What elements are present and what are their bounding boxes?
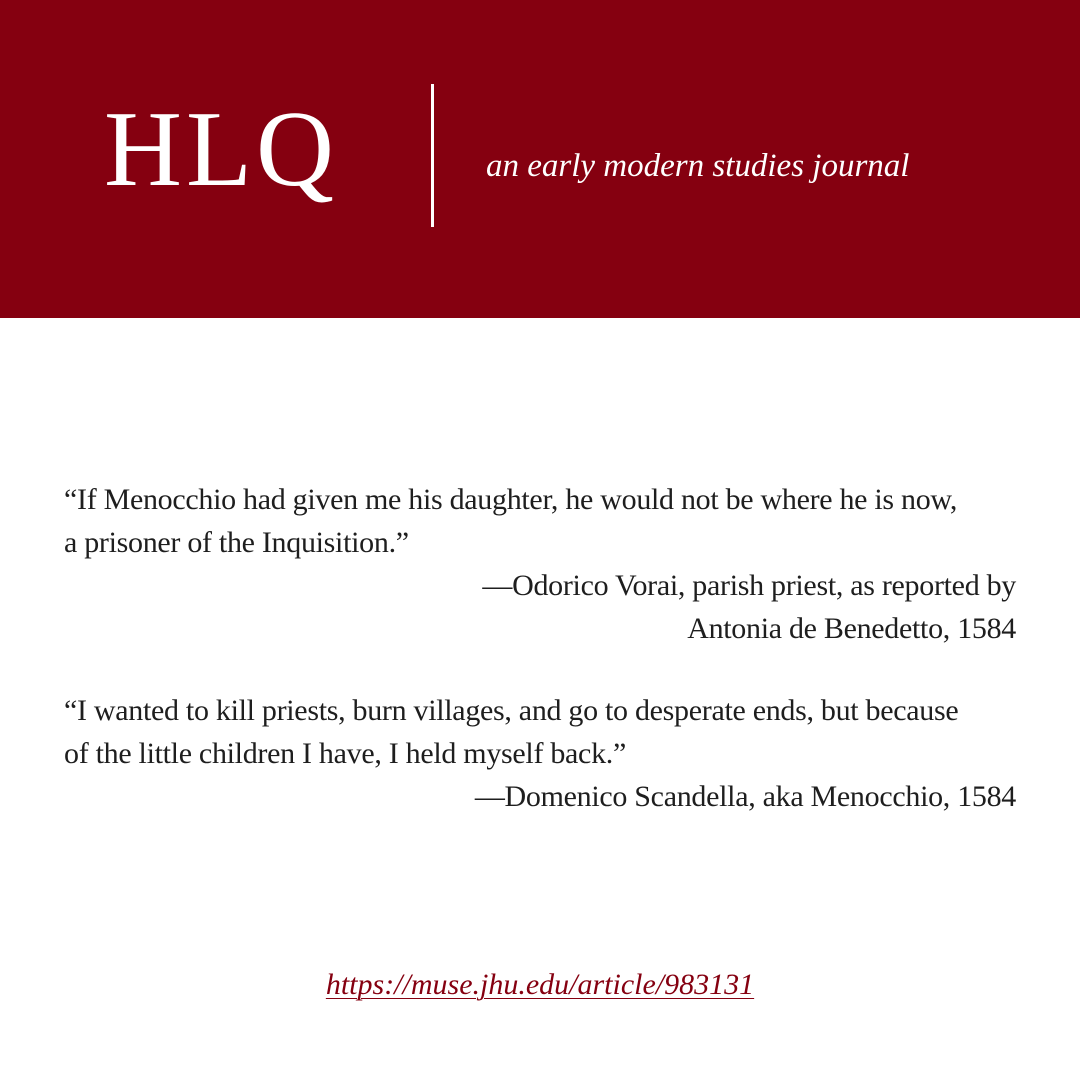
attribution-line: —Domenico Scandella, aka Menocchio, 1584 <box>474 780 1016 813</box>
header-banner <box>0 0 1080 318</box>
attribution-line: —Odorico Vorai, parish priest, as reported by <box>482 569 1016 602</box>
quote-block-vorai <box>64 478 1016 650</box>
quote-text <box>64 689 1016 775</box>
quote-attribution <box>64 564 1016 650</box>
quote-line: “I wanted to kill priests, burn villages, and go to desperate ends, but because <box>64 694 959 727</box>
logo-divider <box>431 84 434 227</box>
quote-line: of the little children I have, I held myself back.” <box>64 737 626 770</box>
journal-tagline: an early modern studies journal <box>486 148 910 184</box>
attribution-line: Antonia de Benedetto, 1584 <box>687 612 1016 645</box>
quote-line: a prisoner of the Inquisition.” <box>64 526 409 559</box>
quote-attribution <box>64 775 1016 818</box>
quote-line: “If Menocchio had given me his daughter, he would not be where he is now, <box>64 483 958 516</box>
quote-block-menocchio <box>64 689 1016 818</box>
quote-text <box>64 478 1016 564</box>
article-link[interactable]: https://muse.jhu.edu/article/983131 <box>325 968 755 1001</box>
hlq-logo: HLQ <box>104 90 338 209</box>
